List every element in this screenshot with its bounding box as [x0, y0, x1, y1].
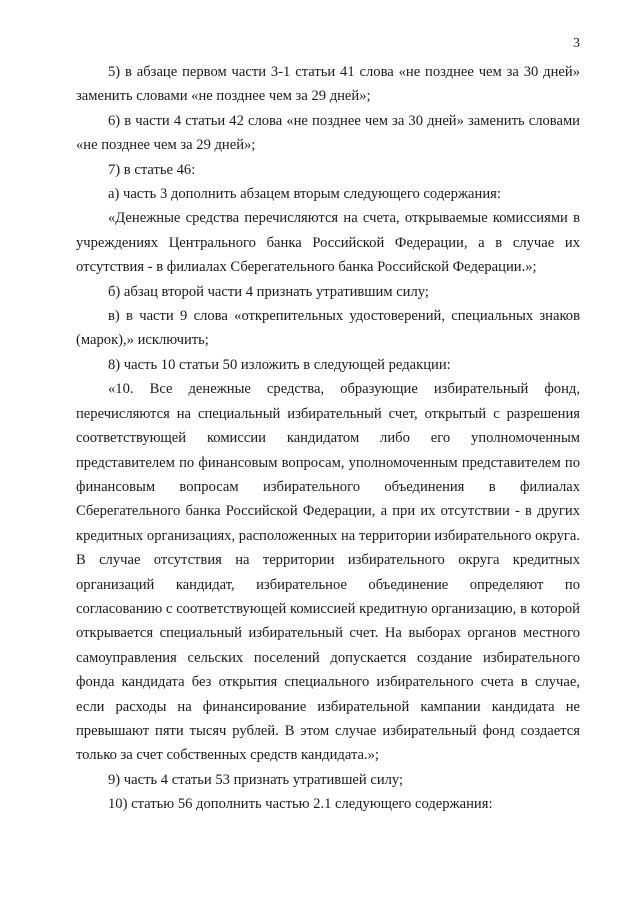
paragraph: 10) статью 56 дополнить частью 2.1 следующего содержания: — [108, 796, 493, 813]
paragraph: б) абзац второй части 4 признать утратившим силу; — [108, 283, 429, 300]
paragraph: «10. Все денежные средства, образующие избирательный фонд, перечисляются на специальный избирательный счет, открытый с разрешения соответствующей комиссии кандидатом либо его уполномоченным представителем по финансовым вопросам, уполномоченным представителем по финансовым вопросам избирательного объединения в филиалах Сберегательного банка Российской Федерации, а при их отсутствии - в других кредитных организациях, расположенных на территории избирательного округа. В случае отсутствия на территории избирательного округа кредитных организаций кандидат, избирательное объединение определяют по согласованию с соответствующей комиссией кредитную организацию, в которой открывается специальный избирательный счет. На выборах органов местного самоуправления сельских поселений допускается создание избирательного фонда кандидата без открытия специального избирательного счета в случае, если расходы на финансирование избирательной кампании кандидата не превышают пяти тысяч рублей. В этом случае избирательный фонд создается только за счет собственных средств кандидата.»; — [76, 381, 580, 764]
paragraph: 9) часть 4 статьи 53 признать утратившей силу; — [108, 771, 404, 788]
paragraph: 6) в части 4 статьи 42 слова «не позднее чем за 30 дней» заменить словами «не позднее чем за 29 дней»; — [76, 112, 580, 154]
paragraph: в) в части 9 слова «открепительных удостоверений, специальных знаков (марок),» исключить; — [76, 308, 580, 349]
paragraph: «Денежные средства перечисляются на счета, открываемые комиссиями в учреждениях Центрального банка Российской Федерации, а в случае их отсутствия - в филиалах Сберегательного банка Российской Федерации.»; — [76, 210, 580, 276]
paragraph: 7) в статье 46: — [108, 161, 196, 178]
document-body — [76, 60, 580, 817]
paragraph: а) часть 3 дополнить абзацем вторым следующего содержания: — [108, 186, 501, 203]
page-number: 3 — [573, 36, 580, 51]
paragraph: 5) в абзаце первом части 3-1 статьи 41 слова «не позднее чем за 30 дней» заменить словами «не позднее чем за 29 дней»; — [76, 64, 580, 105]
paragraph: 8) часть 10 статьи 50 изложить в следующей редакции: — [108, 356, 451, 373]
